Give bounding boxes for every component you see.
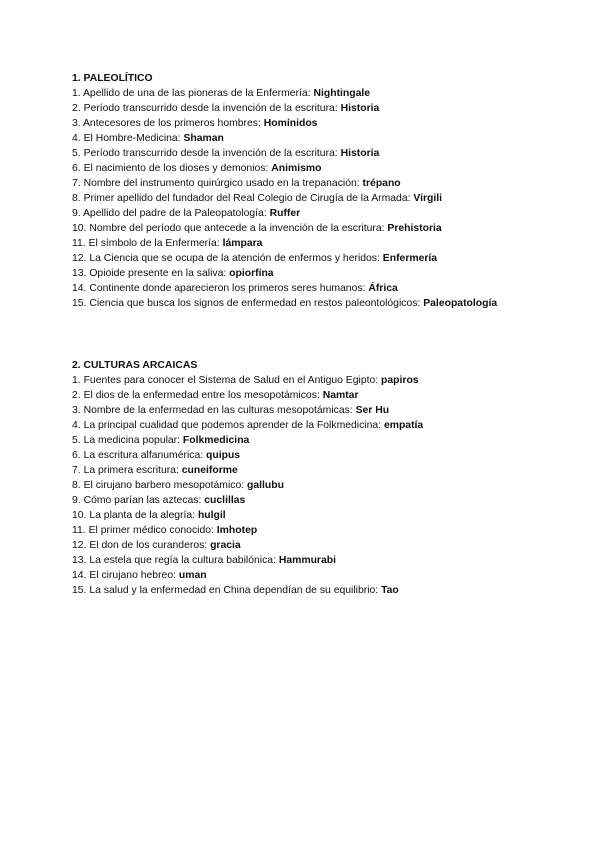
list-item (72, 236, 582, 251)
item-number: 12. (72, 253, 87, 264)
item-number: 3. (72, 405, 81, 416)
list-item (72, 373, 582, 388)
item-answer: Ser Hu (355, 405, 390, 416)
item-number: 8. (72, 480, 81, 491)
item-answer: Nightingale (313, 88, 371, 99)
item-question: Nombre del período que antecede a la invención de la escritura: (89, 223, 385, 234)
list-item (72, 463, 582, 478)
item-answer: papiros (381, 375, 419, 386)
item-number: 7. (72, 178, 81, 189)
item-number: 9. (72, 495, 81, 506)
list-item (72, 478, 582, 493)
list-item (72, 281, 582, 296)
item-number: 13. (72, 555, 87, 566)
item-question: Cómo parían las aztecas: (83, 495, 202, 506)
item-question: Ciencia que busca los signos de enfermedad en restos paleontológicos: (89, 298, 421, 309)
list-item (72, 418, 582, 433)
item-number: 3. (72, 118, 81, 129)
item-answer: lámpara (222, 238, 263, 249)
item-answer: Historia (340, 103, 380, 114)
item-number: 9. (72, 208, 81, 219)
question-list (72, 373, 582, 598)
list-item (72, 493, 582, 508)
item-number: 8. (72, 193, 81, 204)
item-answer: gracia (210, 540, 241, 551)
list-item (72, 206, 582, 221)
item-question: Primer apellido del fundador del Real Colegio de Cirugía de la Armada: (83, 193, 411, 204)
list-item (72, 508, 582, 523)
list-item (72, 388, 582, 403)
list-item (72, 101, 582, 116)
item-question: La principal cualidad que podemos aprender de la Folkmedicina: (83, 420, 382, 431)
item-question: El cirujano hebreo: (89, 570, 176, 581)
item-question: La planta de la alegría: (89, 510, 196, 521)
item-number: 15. (72, 298, 87, 309)
item-answer: uman (178, 570, 207, 581)
item-answer: Enfermería (382, 253, 438, 264)
item-number: 14. (72, 283, 87, 294)
list-item (72, 296, 582, 311)
item-answer: Folkmedicina (182, 435, 250, 446)
item-question: La Ciencia que se ocupa de la atención de enfermos y heridos: (89, 253, 380, 264)
item-answer: Imhotep (216, 525, 258, 536)
item-number: 13. (72, 268, 87, 279)
item-answer: Homínidos (263, 118, 318, 129)
item-answer: Paleopatología (423, 298, 498, 309)
list-item (72, 403, 582, 418)
item-question: Antecesores de los primeros hombres: (83, 118, 261, 129)
item-answer: Animismo (271, 163, 322, 174)
item-question: El dios de la enfermedad entre los mesopotámicos: (83, 390, 320, 401)
item-question: Período transcurrido desde la invención de la escritura: (83, 103, 338, 114)
item-question: La estela que regía la cultura babilónica: (89, 555, 276, 566)
item-answer: cuneiforme (181, 465, 238, 476)
item-question: Apellido de una de las pioneras de la Enfermería: (83, 88, 311, 99)
item-answer: opiorfina (229, 268, 274, 279)
item-number: 1. (72, 88, 81, 99)
item-number: 2. (72, 390, 81, 401)
item-answer: Namtar (322, 390, 359, 401)
item-number: 15. (72, 585, 87, 596)
question-list (72, 86, 582, 311)
item-answer: cuclillas (204, 495, 246, 506)
item-question: Nombre de la enfermedad en las culturas mesopotámicas: (83, 405, 353, 416)
list-item (72, 523, 582, 538)
item-number: 4. (72, 133, 81, 144)
item-answer: Virgili (413, 193, 443, 204)
item-number: 10. (72, 223, 87, 234)
item-question: El nacimiento de los dioses y demonios: (83, 163, 269, 174)
item-number: 6. (72, 450, 81, 461)
item-question: La medicina popular: (83, 435, 181, 446)
item-question: Continente donde aparecieron los primeros seres humanos: (89, 283, 366, 294)
item-question: Apellido del padre de la Paleopatología: (83, 208, 267, 219)
item-number: 5. (72, 435, 81, 446)
item-answer: gallubu (247, 480, 284, 491)
item-question: La primera escritura: (83, 465, 179, 476)
item-question: Opioide presente en la saliva: (89, 268, 227, 279)
item-question: La salud y la enfermedad en China dependían de su equilibrio: (89, 585, 379, 596)
list-item (72, 146, 582, 161)
item-question: La escritura alfanumérica: (83, 450, 204, 461)
item-question: El primer médico conocido: (88, 525, 214, 536)
item-answer: Ruffer (269, 208, 301, 219)
list-item (72, 583, 582, 598)
list-item (72, 116, 582, 131)
item-question: Fuentes para conocer el Sistema de Salud en el Antiguo Egipto: (83, 375, 379, 386)
item-question: El don de los curanderos: (89, 540, 208, 551)
section-paleolitico (72, 71, 582, 311)
item-answer: África (368, 283, 398, 294)
item-number: 2. (72, 103, 81, 114)
item-answer: Historia (340, 148, 380, 159)
list-item (72, 553, 582, 568)
item-answer: Hammurabi (278, 555, 336, 566)
item-question: Nombre del instrumento quirúrgico usado en la trepanación: (83, 178, 360, 189)
item-number: 12. (72, 540, 87, 551)
item-number: 5. (72, 148, 81, 159)
list-item (72, 568, 582, 583)
item-question: Período transcurrido desde la invención de la escritura: (83, 148, 338, 159)
item-question: El símbolo de la Enfermería: (88, 238, 220, 249)
item-number: 11. (72, 525, 86, 536)
list-item (72, 433, 582, 448)
item-answer: Shaman (183, 133, 224, 144)
item-number: 11. (72, 238, 86, 249)
list-item (72, 86, 582, 101)
list-item (72, 448, 582, 463)
item-answer: quipus (206, 450, 241, 461)
list-item (72, 161, 582, 176)
item-answer: Prehistoria (387, 223, 442, 234)
list-item (72, 131, 582, 146)
list-item (72, 221, 582, 236)
section-heading: 2. CULTURAS ARCAICAS (72, 360, 198, 371)
section-culturas-arcaicas (72, 358, 582, 598)
item-number: 6. (72, 163, 81, 174)
item-answer: Tao (381, 585, 399, 596)
section-heading: 1. PALEOLÍTICO (72, 73, 153, 84)
item-number: 10. (72, 510, 87, 521)
item-number: 4. (72, 420, 81, 431)
item-question: El Hombre-Medicina: (83, 133, 181, 144)
item-answer: empatía (383, 420, 424, 431)
list-item (72, 538, 582, 553)
item-number: 14. (72, 570, 87, 581)
item-number: 7. (72, 465, 81, 476)
list-item (72, 191, 582, 206)
item-question: El cirujano barbero mesopotámico: (83, 480, 245, 491)
list-item (72, 251, 582, 266)
list-item (72, 176, 582, 191)
item-answer: hulgil (197, 510, 226, 521)
item-answer: trépano (362, 178, 401, 189)
item-number: 1. (72, 375, 81, 386)
list-item (72, 266, 582, 281)
